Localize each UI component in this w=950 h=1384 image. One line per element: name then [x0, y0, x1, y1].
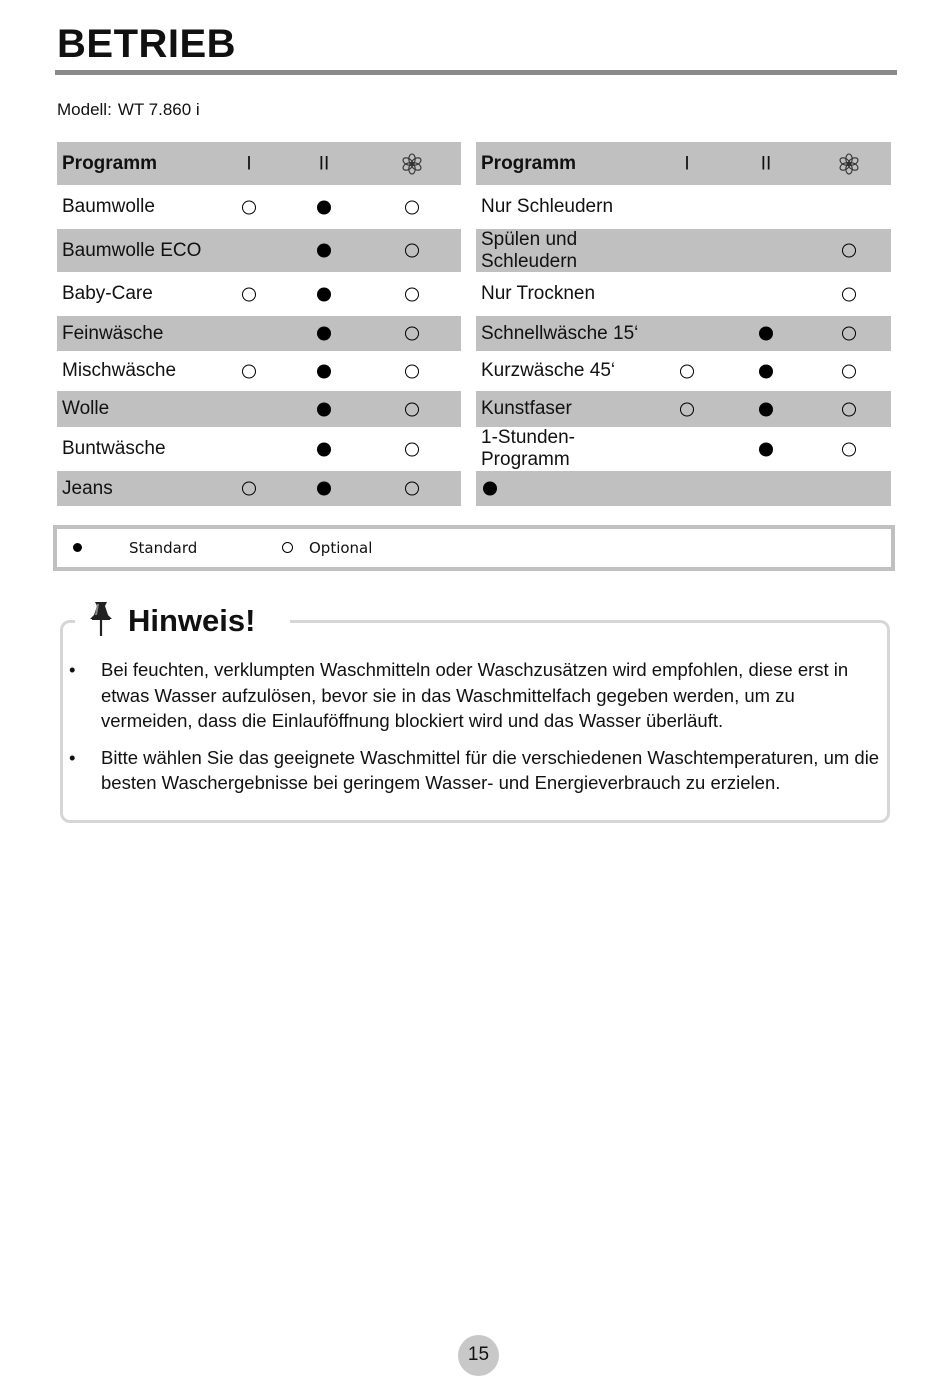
standard-dot-icon: [759, 364, 773, 378]
cell-c2: [317, 198, 331, 217]
program-name: Feinwäsche: [62, 322, 164, 344]
cell-c2: [759, 324, 773, 343]
model-line: [57, 100, 200, 120]
legend-standard-label: Standard: [129, 539, 198, 557]
cell-c1: [680, 400, 694, 419]
optional-ring-icon: [842, 442, 856, 456]
program-name: Kurzwäsche 45‘: [481, 360, 616, 381]
cell-c3: [405, 198, 419, 217]
legend-standard-dot: [73, 538, 82, 556]
program-name: Buntwäsche: [62, 438, 166, 459]
standard-dot-icon: [483, 482, 497, 496]
table-header-row: [57, 142, 461, 185]
table-row: [57, 351, 461, 391]
optional-ring-icon: [842, 287, 856, 301]
legend-optional-label: Optional: [309, 539, 373, 557]
table-row: [57, 391, 461, 427]
model-label: Modell:: [57, 100, 112, 119]
bullet-icon: •: [69, 746, 76, 768]
optional-ring-icon: [842, 244, 856, 258]
header-spin: [837, 152, 861, 176]
program-name: Jeans: [62, 477, 113, 499]
standard-dot-icon: [759, 402, 773, 416]
pushpin-icon: [86, 600, 116, 638]
table-header-row: [476, 142, 891, 185]
cell-c3: [405, 241, 419, 260]
cell-c3: [842, 400, 856, 419]
program-name: Baumwolle ECO: [62, 239, 202, 261]
table-row: [476, 316, 891, 351]
table-row: [476, 427, 891, 471]
optional-ring-icon: [842, 327, 856, 341]
standard-dot-icon: [317, 442, 331, 456]
note-title: Hinweis!: [128, 603, 256, 638]
standard-dot-icon: [317, 327, 331, 341]
title-divider: [55, 70, 897, 75]
note-item-text: Bei feuchten, verklumpten Waschmitteln oder Waschzusätzen wird empfohlen, diese erst in etwas Wasser aufzulösen, bevor sie in das Waschmittelfach gegeben werden, um zu vermeiden, dass die Einlauföffnung blockiert wird und das Wasser überläuft.: [101, 659, 849, 731]
standard-dot-icon: [759, 442, 773, 456]
program-name: Baby-Care: [62, 283, 153, 304]
bullet-icon: •: [69, 659, 76, 680]
spin-flower-icon: [400, 152, 424, 176]
program-name: Nur Trocknen: [481, 283, 596, 304]
cell-c1: [242, 285, 256, 304]
cell-c1: [242, 198, 256, 217]
table-row: [476, 471, 891, 506]
cell-c2: [317, 440, 331, 459]
cell-c2: [317, 241, 331, 260]
program-name: Baumwolle: [62, 196, 155, 217]
standard-dot-icon: [317, 402, 331, 416]
cell-c2: [317, 479, 331, 498]
optional-ring-icon: [242, 287, 256, 301]
optional-ring-icon: [680, 402, 694, 416]
optional-ring-icon: [242, 200, 256, 214]
program-name: Kunstfaser: [481, 398, 572, 419]
cell-c1: [242, 362, 256, 381]
optional-ring-icon: [242, 364, 256, 378]
cell-c3: [405, 440, 419, 459]
table-row: [57, 471, 461, 506]
cell-c1: [680, 362, 694, 381]
program-name: 1-Stunden-Programm: [481, 427, 576, 470]
table-row: [57, 229, 461, 272]
optional-ring-icon: [405, 200, 419, 214]
program-name: Nur Schleudern: [481, 196, 614, 217]
header-programm: Programm: [62, 152, 158, 174]
note-list: [66, 657, 886, 807]
header-programm: Programm: [481, 152, 577, 174]
optional-ring-icon: [405, 287, 419, 301]
cell-c2: [317, 400, 331, 419]
optional-ring-icon: [842, 364, 856, 378]
spin-flower-icon: [837, 152, 861, 176]
standard-dot-icon: [759, 327, 773, 341]
optional-ring-icon: [405, 482, 419, 496]
optional-ring-icon: [405, 442, 419, 456]
note-item: [66, 745, 886, 796]
header-col2: II: [760, 153, 772, 174]
table-row: [476, 272, 891, 316]
table-row: [476, 185, 891, 229]
cell-c2: [759, 440, 773, 459]
table-row: [476, 229, 891, 272]
optional-ring-icon: [405, 364, 419, 378]
table-row: [476, 391, 891, 427]
cell-c1: [242, 479, 256, 498]
header-col1: I: [246, 153, 252, 174]
legend-box: [53, 525, 895, 571]
optional-ring-icon: [842, 402, 856, 416]
table-row: [57, 316, 461, 351]
cell-c2: [317, 362, 331, 381]
table-row: [57, 185, 461, 229]
model-value: WT 7.860 i: [117, 100, 200, 119]
cell-c3: [405, 324, 419, 343]
optional-ring-icon: [242, 482, 256, 496]
optional-ring-icon: [405, 244, 419, 258]
program-name: Spülen und Schleudern: [481, 228, 578, 272]
cell-c3: [842, 241, 856, 260]
table-row: [57, 272, 461, 316]
cell-c3: [842, 285, 856, 304]
table-row: [476, 351, 891, 391]
legend-optional-ring: [282, 538, 293, 556]
page-title: BETRIEB: [57, 22, 237, 66]
table-row: [57, 427, 461, 471]
standard-dot-icon: [317, 287, 331, 301]
note-item-text: Bitte wählen Sie das geeignete Waschmittel für die verschiedenen Waschtemperaturen, um die besten Waschergebnisse bei geringem Wasser- und Energieverbrauch zu erzielen.: [101, 746, 880, 793]
optional-ring-icon: [405, 402, 419, 416]
cell-c3: [405, 362, 419, 381]
cell-c3: [842, 324, 856, 343]
standard-dot-icon: [317, 482, 331, 496]
program-name: Schnellwäsche 15‘: [481, 322, 639, 344]
program-name: Mischwäsche: [62, 360, 177, 381]
header-spin: [400, 152, 424, 176]
standard-dot-icon: [317, 244, 331, 258]
header-col2: II: [318, 153, 330, 174]
program-table-left: [57, 142, 461, 506]
program-name: Wolle: [62, 398, 110, 419]
cell-c2: [317, 324, 331, 343]
cell-c2: [759, 400, 773, 419]
optional-ring-icon: [680, 364, 694, 378]
header-col1: I: [684, 153, 690, 174]
cell-c3: [842, 362, 856, 381]
program-table-right: [476, 142, 891, 506]
standard-dot-icon: [317, 364, 331, 378]
page-number: 15: [458, 1335, 499, 1376]
cell-c3: [405, 285, 419, 304]
cell-c3: [405, 400, 419, 419]
cell-c3: [842, 440, 856, 459]
standard-dot-icon: [317, 200, 331, 214]
note-item: [66, 657, 886, 734]
cell-c3: [405, 479, 419, 498]
cell-lead: [483, 479, 497, 498]
cell-c2: [317, 285, 331, 304]
optional-ring-icon: [405, 327, 419, 341]
cell-c2: [759, 362, 773, 381]
